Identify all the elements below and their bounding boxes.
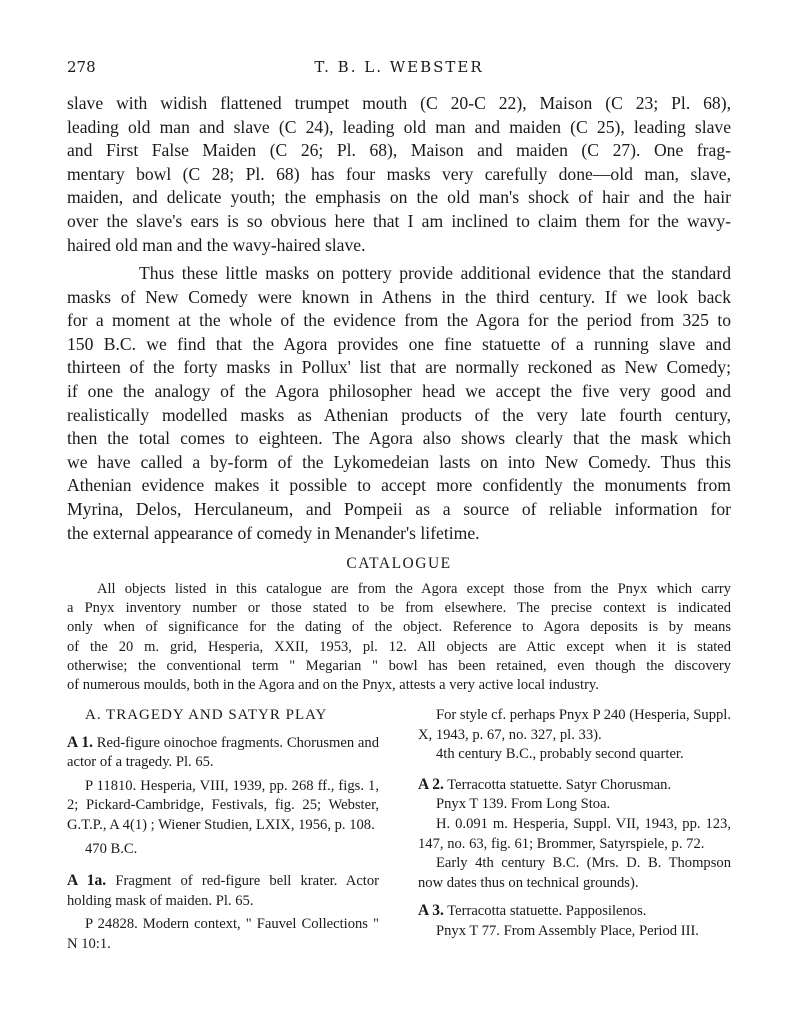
- text-line: 150 B.C. we find that the Agora provides one fine statuette of a running slave and: [67, 333, 731, 354]
- entry-description: Fragment of red-figure bell krater. Actor holding mask of maiden. Pl. 65.: [67, 873, 380, 909]
- section-heading: A. TRAGEDY AND SATYR PLAY: [85, 707, 328, 723]
- catalogue-entry-a1: [67, 733, 379, 860]
- entry-reference: P 24828. Modern context, " Fauvel Collections " N 10:1.: [67, 916, 379, 952]
- catalogue-column-left: [67, 706, 379, 961]
- entry-date: 4th century B.C., probably second quarter.: [436, 746, 684, 763]
- text-line: and First False Maiden (C 26; Pl. 68), Maison and maiden (C 27). One frag-: [67, 140, 731, 161]
- entry-title: [67, 871, 379, 911]
- text-line: of numerous moulds, both in the Agora and on the Pnyx, attests a very active local industry.: [67, 677, 599, 694]
- entry-provenance: Pnyx T 139. From Long Stoa.: [436, 796, 611, 813]
- entry-description: Terracotta statuette. Satyr Chorusman.: [447, 776, 672, 793]
- entry-number: A 1.: [67, 733, 93, 751]
- catalogue-heading: CATALOGUE: [346, 555, 452, 572]
- text-line: we have called a by-form of the Lykomedeian lasts on into New Comedy. Thus this: [67, 451, 731, 472]
- entry-reference: P 11810. Hesperia, VIII, 1939, pp. 268 ff., figs. 1, 2; Pickard-Cambridge, Festivals, fig. 25; Webster, G.T.P., A 4(1) ; Wiener Studien, LXIX, 1956, p. 108.: [67, 777, 379, 833]
- text-line: only when of significance for the dating of the object. Reference to Agora deposits is by means: [67, 619, 731, 636]
- text-line: over the slave's ears is so obvious here that I am inclined to claim them for the wavy-: [67, 210, 731, 231]
- text-line: realistically modelled masks as Athenian products of the very late fourth century,: [67, 404, 731, 425]
- text-line: maiden, and delicate youth; the emphasis on the old man's shock of hair and the hair: [67, 187, 731, 208]
- text-line: a Pnyx inventory number or those stated to be from elsewhere. The precise context is indicated: [67, 600, 731, 617]
- entry-date: Early 4th century B.C. (Mrs. D. B. Thompson now dates thus on technical grounds).: [418, 855, 731, 891]
- catalogue-entry-a2: [418, 775, 731, 894]
- entry-number: A 3.: [418, 902, 444, 920]
- text-line: for a moment at the whole of the evidence from the Agora for the period from 325 to: [67, 310, 731, 331]
- text-line: masks of New Comedy were known in Athens in the third century. If we look back: [67, 286, 731, 307]
- text-line: if one the analogy of the Agora philosopher head we accept the five very good and: [67, 380, 731, 401]
- entry-title: [418, 775, 731, 796]
- text-line: leading old man and slave (C 24), leading old man and maiden (C 25), leading slave: [67, 116, 731, 137]
- entry-description: Terracotta statuette. Papposilenos.: [447, 903, 647, 920]
- entry-number: A 2.: [418, 775, 444, 793]
- catalogue-column-right: [418, 706, 731, 948]
- text-line: mentary bowl (C 28; Pl. 68) has four masks very carefully done—old man, slave,: [67, 163, 731, 184]
- entry-provenance: Pnyx T 77. From Assembly Place, Period III.: [436, 922, 699, 939]
- text-line: Thus these little masks on pottery provide additional evidence that the standard: [139, 263, 731, 283]
- paragraph-2: [67, 262, 731, 545]
- catalogue-entry-a3: [418, 901, 731, 941]
- page-header: [67, 58, 731, 80]
- text-line: Myrina, Delos, Herculaneum, and Pompeii as a source of reliable information for: [67, 498, 731, 519]
- text-line: then the total comes to eighteen. The Agora also shows clearly that the mask which: [67, 428, 731, 449]
- text-line: otherwise; the conventional term " Megarian " bowl has been retained, even though the discovery: [67, 657, 731, 674]
- text-line: the external appearance of comedy in Menander's lifetime.: [67, 522, 480, 543]
- entry-continuation: For style cf. perhaps Pnyx P 240 (Hesperia, Suppl. X, 1943, p. 67, no. 327, pl. 33).: [418, 707, 731, 743]
- paragraph-1: [67, 92, 731, 257]
- text-line: of the 20 m. grid, Hesperia, XXII, 1953, pl. 12. All objects are Attic except when it is stated: [67, 638, 731, 655]
- catalogue-intro: [67, 580, 731, 695]
- text-line: All objects listed in this catalogue are from the Agora except those from the Pnyx which carry: [97, 581, 731, 597]
- entry-number: A 1a.: [67, 872, 107, 890]
- text-line: Athenian evidence makes it possible to accept more confidently the monuments from: [67, 475, 731, 496]
- text-line: haired old man and the wavy-haired slave.: [67, 234, 366, 255]
- running-head: T. B. L. WEBSTER: [314, 58, 484, 76]
- text-line: slave with widish flattened trumpet mouth (C 20-C 22), Maison (C 23; Pl. 68),: [67, 93, 731, 113]
- entry-description: Red-figure oinochoe fragments. Chorusmen and actor of a tragedy. Pl. 65.: [67, 734, 379, 771]
- text-line: thirteen of the forty masks in Pollux' list that are normally reckoned as New Comedy;: [67, 357, 731, 378]
- entry-title: [67, 733, 379, 773]
- entry-title: [418, 901, 731, 922]
- page-number: 278: [67, 58, 96, 76]
- catalogue-entry-a1a: [67, 871, 379, 954]
- entry-reference: H. 0.091 m. Hesperia, Suppl. VII, 1943, pp. 123, 147, no. 63, fig. 61; Brommer, Satyrspiele, p. 72.: [418, 815, 731, 852]
- entry-date: 470 B.C.: [85, 840, 138, 857]
